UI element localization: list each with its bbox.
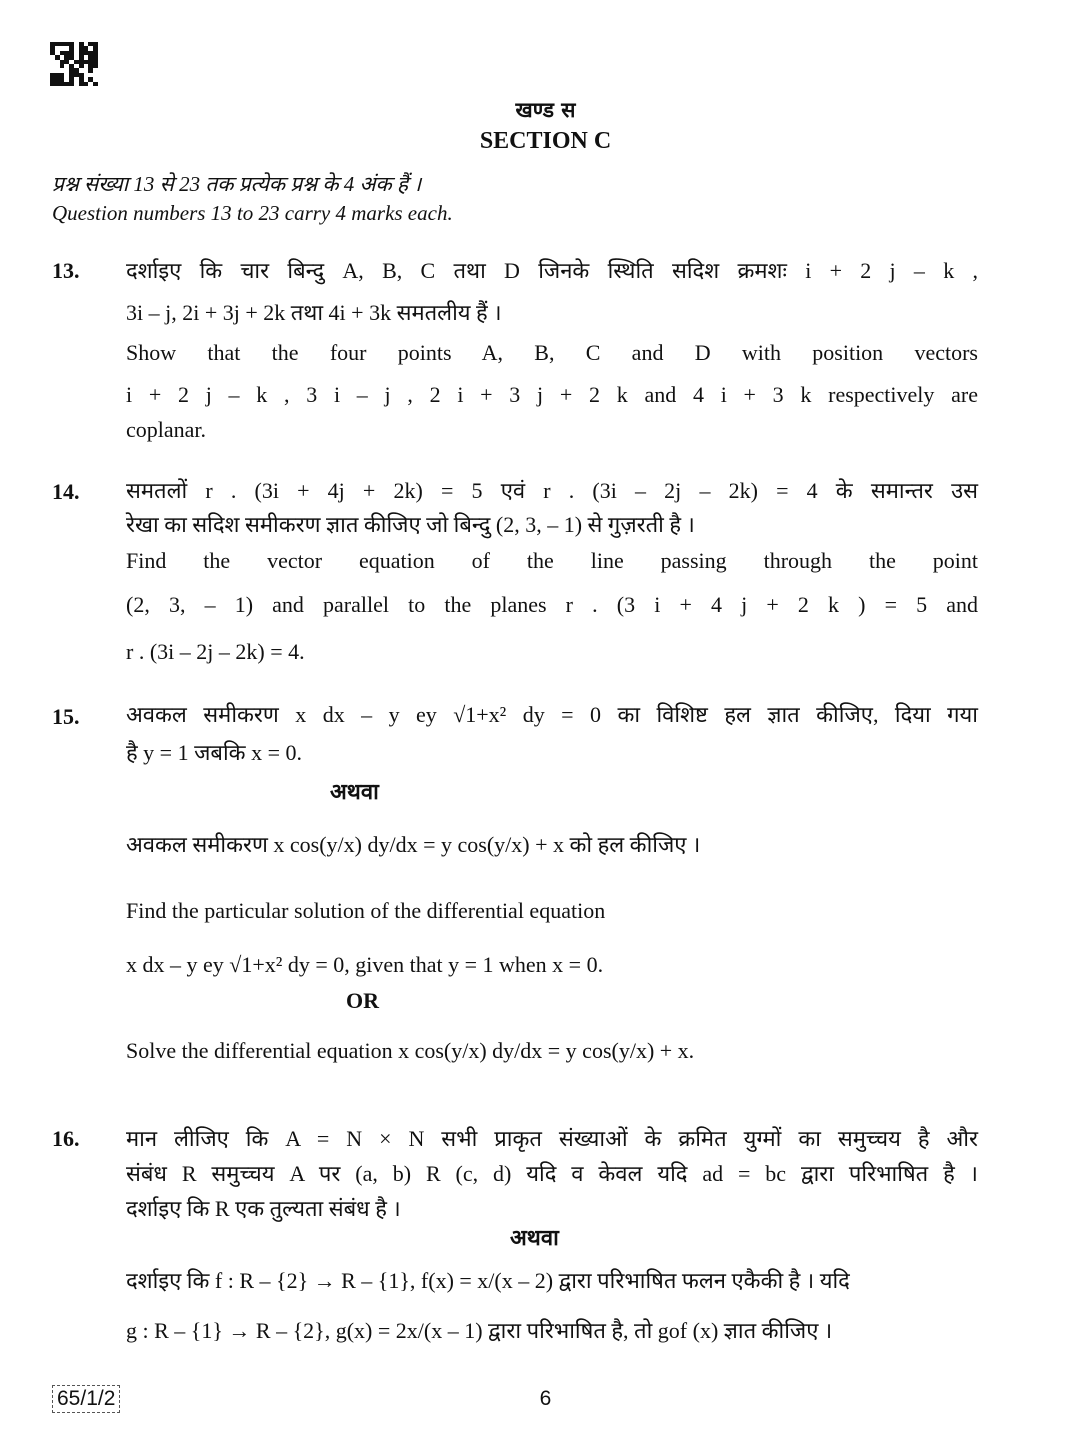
q14-english-line-3: r . (3i – 2j – 2k) = 4. bbox=[126, 639, 305, 664]
q13-english-line-2: i + 2 j – k , 3 i – j , 2 i + 3 j + 2 k and 4 i + 3 k respectively are bbox=[126, 382, 978, 407]
q15-english-line-2: x dx – y ey √1+x² dy = 0, given that y = 1 when x = 0. bbox=[126, 952, 604, 977]
question-number-14: 14. bbox=[52, 479, 80, 504]
q13-english-line-3: coplanar. bbox=[126, 417, 207, 442]
q14-english-line-1: Find the vector equation of the line passing through the point bbox=[126, 548, 978, 573]
question-number-16: 16. bbox=[52, 1126, 80, 1151]
q16-hindi-alternative-2: g : R – {1} → R – {2}, g(x) = 2x/(x – 1) द्वारा परिभाषित है, तो gof (x) ज्ञात कीजिए । bbox=[126, 1318, 833, 1343]
q16-or-hindi: अथवा bbox=[510, 1225, 559, 1250]
section-title-hindi: खण्ड स bbox=[515, 97, 576, 122]
paper-code: 65/1/2 bbox=[52, 1385, 120, 1413]
page-number: 6 bbox=[539, 1387, 552, 1410]
qr-code bbox=[50, 42, 98, 86]
q14-hindi-line-1: समतलों r . (3i + 4j + 2k) = 5 एवं r . (3i – 2j – 2k) = 4 के समान्तर उस bbox=[126, 478, 978, 503]
q15-english-alternative: Solve the differential equation x cos(y/x) dy/dx = y cos(y/x) + x. bbox=[126, 1038, 695, 1063]
q15-english-line-1: Find the particular solution of the differential equation bbox=[126, 898, 606, 923]
instruction-english: Question numbers 13 to 23 carry 4 marks each. bbox=[52, 201, 453, 225]
q15-hindi-alternative: अवकल समीकरण x cos(y/x) dy/dx = y cos(y/x) + x को हल कीजिए । bbox=[126, 832, 701, 857]
q16-hindi-line-1: मान लीजिए कि A = N × N सभी प्राकृत संख्याओं के क्रमित युग्मों का समुच्चय है और bbox=[126, 1126, 978, 1151]
q15-or-english: OR bbox=[346, 988, 379, 1013]
question-number-15: 15. bbox=[52, 704, 80, 729]
q16-hindi-line-3: दर्शाइए कि R एक तुल्यता संबंध है । bbox=[126, 1196, 401, 1221]
q13-hindi-line-2: 3i – j, 2i + 3j + 2k तथा 4i + 3k समतलीय हैं । bbox=[126, 300, 502, 325]
q14-english-line-2: (2, 3, – 1) and parallel to the planes r . (3 i + 4 j + 2 k ) = 5 and bbox=[126, 592, 978, 617]
question-number-13: 13. bbox=[52, 258, 80, 283]
q16-hindi-line-2: संबंध R समुच्चय A पर (a, b) R (c, d) यदि व केवल यदि ad = bc द्वारा परिभाषित है । bbox=[126, 1161, 978, 1186]
instruction-hindi: प्रश्न संख्या 13 से 23 तक प्रत्येक प्रश्न के 4 अंक हैं । bbox=[52, 172, 422, 196]
q14-hindi-line-2: रेखा का सदिश समीकरण ज्ञात कीजिए जो बिन्दु (2, 3, – 1) से गुज़रती है । bbox=[126, 512, 695, 537]
q15-or-hindi: अथवा bbox=[330, 779, 379, 804]
section-title: SECTION C bbox=[479, 128, 612, 154]
q15-hindi-line-2: है y = 1 जबकि x = 0. bbox=[126, 740, 302, 765]
q13-english-line-1: Show that the four points A, B, C and D with position vectors bbox=[126, 340, 978, 365]
q15-hindi-line-1: अवकल समीकरण x dx – y ey √1+x² dy = 0 का विशिष्ट हल ज्ञात कीजिए, दिया गया bbox=[126, 702, 978, 727]
q16-hindi-alternative-1: दर्शाइए कि f : R – {2} → R – {1}, f(x) = x/(x – 2) द्वारा परिभाषित फलन एकैकी है । यदि bbox=[126, 1268, 850, 1293]
q13-hindi-line-1: दर्शाइए कि चार बिन्दु A, B, C तथा D जिनके स्थिति सदिश क्रमशः i + 2 j – k , bbox=[126, 258, 978, 283]
